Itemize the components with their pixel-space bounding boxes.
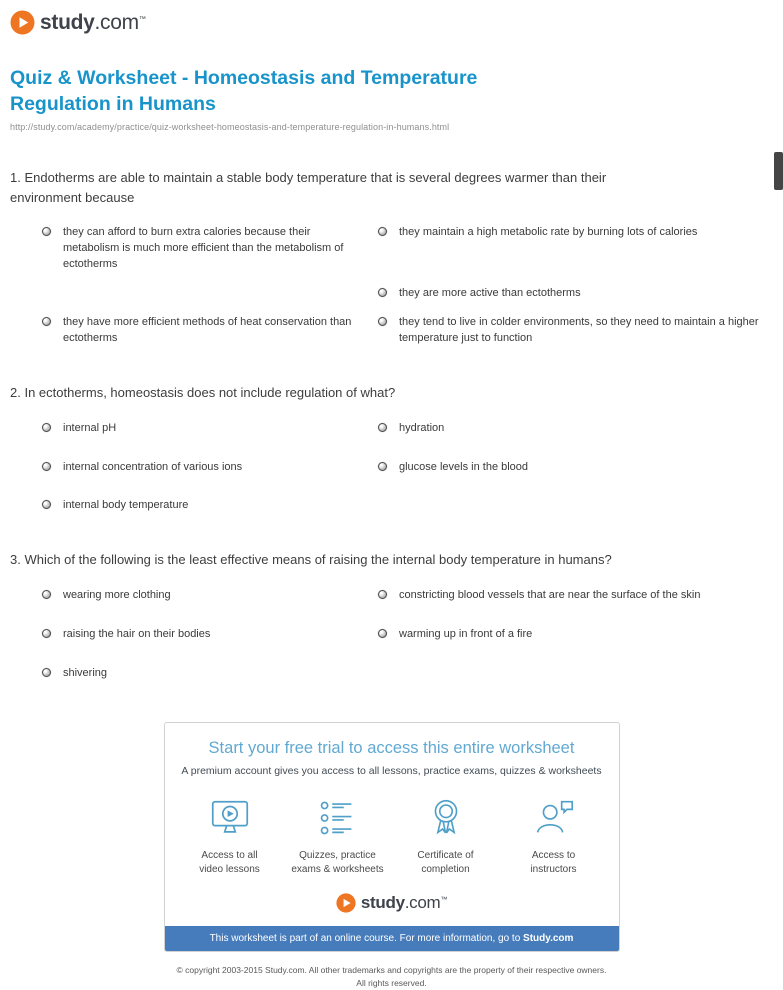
feature-label-line1: Certificate of (417, 849, 474, 861)
radio-button[interactable] (42, 317, 51, 326)
header (10, 10, 773, 40)
feature-quizzes (284, 795, 392, 878)
option-label: glucose levels in the blood (399, 460, 529, 473)
radio-button[interactable] (378, 227, 387, 236)
feature-label-line2: video lessons (199, 864, 260, 876)
feature-label-line2: instructors (530, 864, 577, 876)
free-trial-card-body (165, 723, 619, 913)
page-url: http://study.com/academy/practice/quiz-worksheet-homeostasis-and-temperature-regulation-in-humans.html (10, 122, 450, 133)
answers-grid (42, 421, 773, 515)
radio-button[interactable] (378, 288, 387, 297)
feature-label-line2: exams & worksheets (291, 864, 384, 876)
answer-option[interactable] (378, 421, 773, 437)
empty-cell (42, 286, 378, 302)
copyright-line2: All rights reserved. (356, 977, 427, 988)
answers-grid (42, 588, 773, 682)
question-text: 3. Which of the following is the least effective means of raising the internal body temperature in humans? (10, 552, 612, 568)
option-label: they have more efficient methods of heat conservation than ectotherms (63, 316, 352, 345)
feature-instructors (500, 795, 608, 878)
feature-video-lessons (176, 795, 284, 878)
option-label: internal pH (63, 421, 117, 434)
answer-option[interactable] (378, 460, 773, 476)
radio-button[interactable] (42, 629, 51, 638)
option-label: hydration (399, 421, 445, 434)
studycom-logo[interactable] (336, 893, 447, 913)
feature-label (199, 849, 260, 878)
answer-option[interactable] (42, 627, 378, 643)
radio-button[interactable] (42, 227, 51, 236)
feature-label-line1: Access to all (201, 849, 258, 861)
option-label: they can afford to burn extra calories because their metabolism is much more efficient than the metabolism of ectotherms (63, 226, 344, 271)
feature-label-line1: Quizzes, practice (299, 849, 376, 861)
answer-option[interactable] (42, 421, 378, 437)
banner-studycom-link[interactable]: Study.com (523, 932, 574, 944)
cta-subheading: A premium account gives you access to all lessons, practice exams, quizzes & worksheets (181, 764, 602, 777)
question-1 (10, 168, 773, 347)
answer-option[interactable] (42, 666, 378, 682)
answer-option[interactable] (42, 498, 378, 514)
feature-label-line1: Access to (531, 849, 576, 861)
option-label: internal concentration of various ions (63, 460, 243, 473)
logo-study: study (40, 10, 95, 34)
logo-trademark: ™ (440, 896, 448, 904)
answers-grid (42, 225, 773, 347)
option-label: shivering (63, 666, 108, 679)
play-icon (336, 893, 356, 913)
feature-list (173, 795, 611, 878)
logo-study: study (360, 892, 405, 912)
question-text: 1. Endotherms are able to maintain a stable body temperature that is several degrees warmer than their environment because (10, 170, 607, 205)
feature-certificate (392, 795, 500, 878)
play-icon (10, 10, 35, 35)
instructor-person-icon (531, 795, 577, 841)
logo-text (40, 11, 146, 35)
radio-button[interactable] (378, 462, 387, 471)
answer-option[interactable] (42, 315, 378, 347)
option-label: raising the hair on their bodies (63, 627, 211, 640)
question-3 (10, 550, 773, 681)
feature-label (530, 849, 576, 878)
copyright-line1: © copyright 2003-2015 Study.com. All other trademarks and copyrights are the property of their respective owners. (176, 964, 607, 975)
copyright-footer (10, 964, 773, 990)
logo-com: .com (94, 10, 139, 34)
course-banner (165, 926, 619, 951)
answer-option[interactable] (42, 460, 378, 476)
cta-logo-row (173, 893, 611, 913)
answer-option[interactable] (42, 225, 378, 273)
cta-heading: Start your free trial to access this entire worksheet (208, 738, 575, 757)
radio-button[interactable] (42, 423, 51, 432)
radio-button[interactable] (42, 462, 51, 471)
feature-label (417, 849, 473, 878)
logo-trademark: ™ (138, 15, 146, 23)
radio-button[interactable] (42, 500, 51, 509)
radio-button[interactable] (378, 317, 387, 326)
video-monitor-icon (207, 795, 253, 841)
logo-text (361, 893, 447, 913)
studycom-logo[interactable] (10, 10, 146, 35)
option-label: constricting blood vessels that are near the surface of the skin (399, 588, 701, 601)
free-trial-card (164, 722, 620, 952)
answer-option[interactable] (378, 225, 773, 273)
option-label: they maintain a high metabolic rate by burning lots of calories (399, 226, 698, 239)
question-2 (10, 383, 773, 514)
answer-option[interactable] (378, 627, 773, 643)
answer-option[interactable] (378, 315, 773, 347)
question-text: 2. In ectotherms, homeostasis does not include regulation of what? (10, 385, 396, 401)
feature-label-line2: completion (421, 864, 470, 876)
option-label: warming up in front of a fire (399, 627, 533, 640)
radio-button[interactable] (42, 668, 51, 677)
page-title: Quiz & Worksheet - Homeostasis and Temperature Regulation in Humans (10, 67, 478, 115)
feature-label (291, 849, 383, 878)
checklist-icon (315, 795, 361, 841)
option-label: they tend to live in colder environments, so they need to maintain a higher temperature just to function (399, 316, 759, 345)
radio-button[interactable] (378, 590, 387, 599)
option-label: they are more active than ectotherms (399, 287, 581, 300)
scrollbar-thumb[interactable] (774, 152, 783, 190)
answer-option[interactable] (42, 588, 378, 604)
answer-option[interactable] (378, 588, 773, 604)
radio-button[interactable] (42, 590, 51, 599)
radio-button[interactable] (378, 629, 387, 638)
certificate-ribbon-icon (423, 795, 469, 841)
answer-option[interactable] (378, 286, 773, 302)
logo-com: .com (404, 892, 441, 912)
radio-button[interactable] (378, 423, 387, 432)
option-label: internal body temperature (63, 499, 189, 512)
option-label: wearing more clothing (63, 588, 171, 601)
banner-text: This worksheet is part of an online course. For more information, go to (209, 932, 524, 944)
